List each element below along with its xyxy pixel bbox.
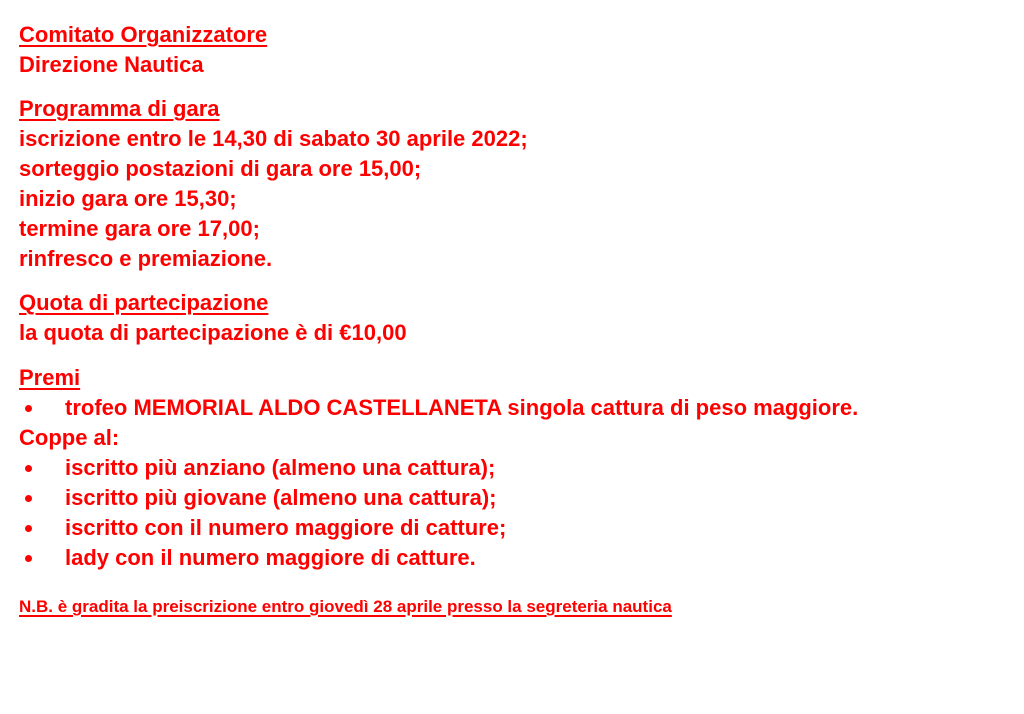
footnote: N.B. è gradita la preiscrizione entro giovedì 28 aprile presso la segreteria nautica xyxy=(19,597,672,616)
cup-text: iscritto più anziano (almeno una cattura); xyxy=(65,455,496,480)
cup-list-item xyxy=(19,453,1009,483)
program-item-draw: sorteggio postazioni di gara ore 15,00; xyxy=(19,156,422,181)
cup-text: lady con il numero maggiore di catture. xyxy=(65,545,476,570)
program-heading: Programma di gara xyxy=(19,96,220,121)
trophy-list-item xyxy=(19,393,1009,423)
cup-text: iscritto con il numero maggiore di catture; xyxy=(65,515,507,540)
program-item-registration: iscrizione entro le 14,30 di sabato 30 aprile 2022; xyxy=(19,126,528,151)
cup-list-item xyxy=(19,483,1009,513)
fee-text: la quota di partecipazione è di €10,00 xyxy=(19,320,407,345)
cups-label: Coppe al: xyxy=(19,425,120,450)
direction-label: Direzione Nautica xyxy=(19,52,204,77)
trophy-text: trofeo MEMORIAL ALDO CASTELLANETA singola cattura di peso maggiore. xyxy=(65,395,859,420)
committee-heading: Comitato Organizzatore xyxy=(19,22,268,47)
program-item-start: inizio gara ore 15,30; xyxy=(19,186,237,211)
fee-heading: Quota di partecipazione xyxy=(19,290,269,315)
cup-list-item xyxy=(19,513,1009,543)
prizes-heading: Premi xyxy=(19,365,81,390)
program-item-end: termine gara ore 17,00; xyxy=(19,216,260,241)
program-item-refreshment: rinfresco e premiazione. xyxy=(19,246,273,271)
cup-list-item xyxy=(19,543,1009,573)
document-body xyxy=(19,20,1009,619)
cup-text: iscritto più giovane (almeno una cattura); xyxy=(65,485,497,510)
